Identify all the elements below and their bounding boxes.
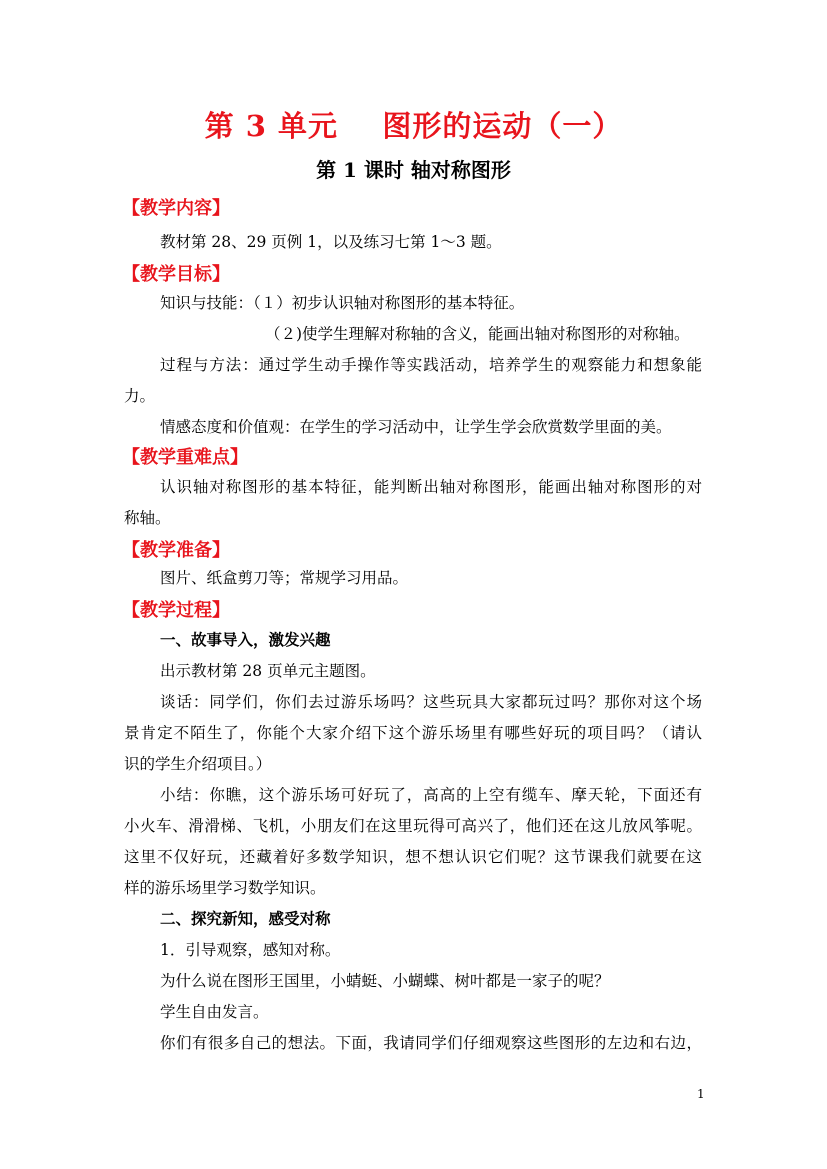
text-line: （２)使学生理解对称轴的含义，能画出轴对称图形的对称轴。 bbox=[265, 325, 690, 343]
text-line: 称轴。 bbox=[124, 509, 171, 527]
section-heading-goals: 【教学目标】 bbox=[122, 264, 230, 285]
text-line: 你们有很多自己的想法。下面，我请同学们仔细观察这些图形的左边和右边， bbox=[160, 1034, 702, 1052]
text-line: 出示教材第 28 页单元主题图。 bbox=[160, 662, 376, 680]
page-title: 第 3 单元 图形的运动（一） bbox=[204, 109, 623, 143]
text-line: 知识与技能：（１）初步认识轴对称图形的基本特征。 bbox=[160, 294, 525, 312]
page-number: 1 bbox=[697, 1087, 705, 1101]
text-line: 教材第 28、29 页例 1，以及练习七第 1～3 题。 bbox=[160, 233, 502, 251]
text-line: 情感态度和价值观：在学生的学习活动中，让学生学会欣赏数学里面的美。 bbox=[160, 418, 672, 436]
text-line: 这里不仅好玩，还藏着好多数学知识，想不想认识它们呢？这节课我们就要在这 bbox=[124, 848, 702, 866]
section-heading-content: 【教学内容】 bbox=[122, 198, 230, 219]
lesson-subtitle: 第 1 课时 轴对称图形 bbox=[316, 158, 511, 182]
text-line: 图片、纸盒剪刀等；常规学习用品。 bbox=[160, 569, 409, 587]
text-line: 认识轴对称图形的基本特征，能判断出轴对称图形，能画出轴对称图形的对 bbox=[160, 478, 702, 496]
text-line: 力。 bbox=[124, 387, 156, 405]
step-heading: 二、探究新知，感受对称 bbox=[160, 909, 331, 928]
step-heading: 一、故事导入，激发兴趣 bbox=[160, 630, 331, 649]
text-line: 小火车、滑滑梯、飞机，小朋友们在这里玩得可高兴了，他们还在这儿放风筝呢。 bbox=[124, 817, 702, 835]
text-line: 样的游乐场里学习数学知识。 bbox=[124, 879, 326, 897]
section-heading-preparation: 【教学准备】 bbox=[122, 540, 230, 561]
text-line: 1．引导观察，感知对称。 bbox=[160, 941, 341, 959]
text-line: 谈话：同学们，你们去过游乐场吗？这些玩具大家都玩过吗？那你对这个场 bbox=[160, 693, 702, 711]
section-heading-process: 【教学过程】 bbox=[122, 600, 230, 621]
text-line: 识的学生介绍项目。） bbox=[124, 755, 272, 773]
section-heading-key-points: 【教学重难点】 bbox=[122, 447, 248, 468]
text-line: 小结：你瞧，这个游乐场可好玩了，高高的上空有缆车、摩天轮，下面还有 bbox=[160, 786, 702, 804]
text-line: 学生自由发言。 bbox=[160, 1003, 269, 1021]
text-line: 过程与方法：通过学生动手操作等实践活动，培养学生的观察能力和想象能 bbox=[160, 356, 702, 374]
text-line: 景肯定不陌生了，你能个大家介绍下这个游乐场里有哪些好玩的项目吗？（请认 bbox=[124, 724, 702, 742]
text-line: 为什么说在图形王国里，小蜻蜓、小蝴蝶、树叶都是一家子的呢？ bbox=[160, 972, 610, 990]
